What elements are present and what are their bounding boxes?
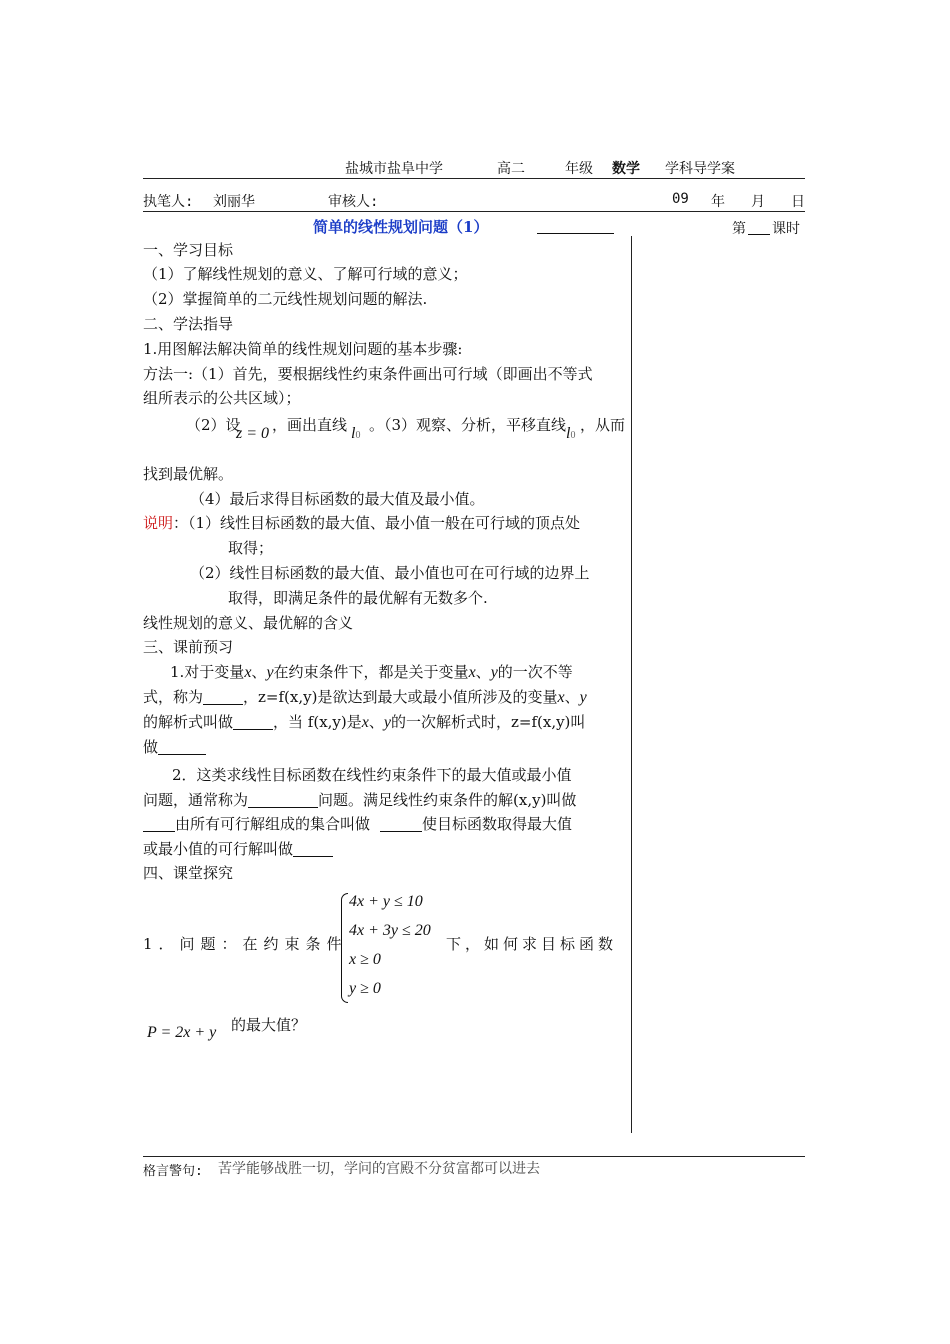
header-school: 盐城市盐阜中学 — [345, 161, 443, 177]
note-line: 取得； — [228, 539, 274, 557]
header-subject: 数学 — [612, 161, 640, 177]
answer-blank — [293, 840, 333, 857]
writer-label: 执笔人: — [143, 194, 194, 210]
problem-text: 1．问题：在约束条件 — [143, 935, 348, 953]
notes-column-divider — [631, 236, 632, 1133]
note-label: 说明 — [143, 514, 174, 532]
q2-line1: 2．这类求线性目标函数在线性约束条件下的最大值或最小值 — [172, 766, 572, 784]
step2-text: ，画出直线 — [272, 416, 348, 434]
lesson-prefix: 第 — [732, 221, 746, 237]
header-grade-label: 年级 — [565, 161, 593, 177]
constraint: x ≥ 0 — [349, 951, 381, 968]
step2-text: 。（3）观察、分析，平移直线 — [369, 416, 567, 434]
paragraph: 线性规划的意义、最优解的含义 — [143, 614, 354, 632]
list-item: （2）掌握简单的二元线性规划问题的解法. — [143, 290, 428, 308]
answer-blank — [203, 688, 243, 705]
answer-blank — [380, 815, 422, 832]
constraint: 4x + y ≤ 10 — [349, 893, 423, 910]
header-rule — [143, 178, 805, 179]
constraint: 4x + 3y ≤ 20 — [349, 922, 431, 939]
answer-blank — [248, 791, 318, 808]
date-year: 09 — [672, 191, 689, 207]
date-year-unit: 年 — [711, 194, 725, 210]
q1-line2: 式，称为 ，z=f(x,y)是欲达到最大或最小值所涉及的变量x、y — [143, 688, 587, 706]
problem-text: 下，如何求目标函数 — [446, 935, 618, 953]
line-l0: l0 — [566, 425, 576, 442]
paragraph: 方法一:（1）首先，要根据线性约束条件画出可行域（即画出不等式 — [143, 365, 593, 383]
writer-name: 刘丽华 — [213, 194, 255, 210]
constraint-brace — [341, 893, 348, 1003]
author-rule — [143, 211, 805, 212]
step4-text: （4）最后求得目标函数的最大值及最小值。 — [190, 490, 485, 508]
note-line: （2）线性目标函数的最大值、最小值也可在可行域的边界上 — [190, 564, 590, 582]
q2-line4: 或最小值的可行解叫做 — [143, 837, 333, 861]
paragraph: 1.用图解法解决简单的线性规划问题的基本步骤: — [143, 340, 463, 358]
line-l0: l0 — [351, 425, 361, 442]
q2-line2: 问题，通常称为 问题。满足线性约束条件的解(x,y)叫做 — [143, 791, 577, 809]
step2-text: （2）设 — [186, 416, 241, 434]
page-title: 简单的线性规划问题（1） — [313, 218, 489, 236]
section-heading: 三、课前预习 — [143, 638, 234, 656]
motto-label: 格言警句: — [143, 1164, 203, 1179]
date-day-unit: 日 — [791, 194, 805, 210]
lesson-suffix: 课时 — [772, 221, 800, 237]
objective-function: P = 2x + y — [147, 1024, 217, 1041]
reviewer-label: 审核人: — [328, 194, 379, 210]
footer-rule — [143, 1156, 805, 1157]
q1-line1: 1.对于变量x、y在约束条件下，都是关于变量x、y的一次不等 — [170, 663, 573, 681]
answer-blank — [143, 815, 175, 832]
step2-text: ，从而 — [580, 416, 626, 434]
answer-blank — [158, 738, 206, 755]
q2-line3: 由所有可行解组成的集合叫做 使目标函数取得最大值 — [143, 812, 572, 836]
paragraph: 组所表示的公共区域）； — [143, 389, 301, 407]
section-heading: 一、学习目标 — [143, 241, 234, 259]
date-month-unit: 月 — [751, 194, 765, 210]
q1-line3: 的解析式叫做 ，当 f(x,y)是x、y的一次解析式时，z=f(x,y)叫 — [143, 713, 586, 731]
header-subject-suffix: 学科导学案 — [665, 161, 735, 177]
list-item: （1）了解线性规划的意义、了解可行域的意义； — [143, 265, 468, 283]
problem-text: 的最大值？ — [231, 1016, 307, 1034]
step2-math: z = 0 — [236, 425, 270, 442]
note-line: 取得，即满足条件的最优解有无数多个. — [228, 589, 488, 607]
step2-text: 找到最优解。 — [143, 465, 234, 483]
answer-blank — [233, 713, 273, 730]
note-line: 说明：（1）线性目标函数的最大值、最小值一般在可行域的顶点处 — [143, 514, 581, 532]
motto-text: 苦学能够战胜一切，学问的宫殿不分贫富都可以进去 — [218, 1161, 540, 1177]
section-heading: 四、课堂探究 — [143, 864, 234, 882]
title-blank — [537, 217, 614, 234]
constraint: y ≥ 0 — [349, 980, 381, 997]
header-grade: 高二 — [497, 161, 525, 177]
section-heading: 二、学法指导 — [143, 315, 234, 333]
q1-line4: 做 — [143, 735, 206, 759]
lesson-blank — [748, 218, 770, 235]
